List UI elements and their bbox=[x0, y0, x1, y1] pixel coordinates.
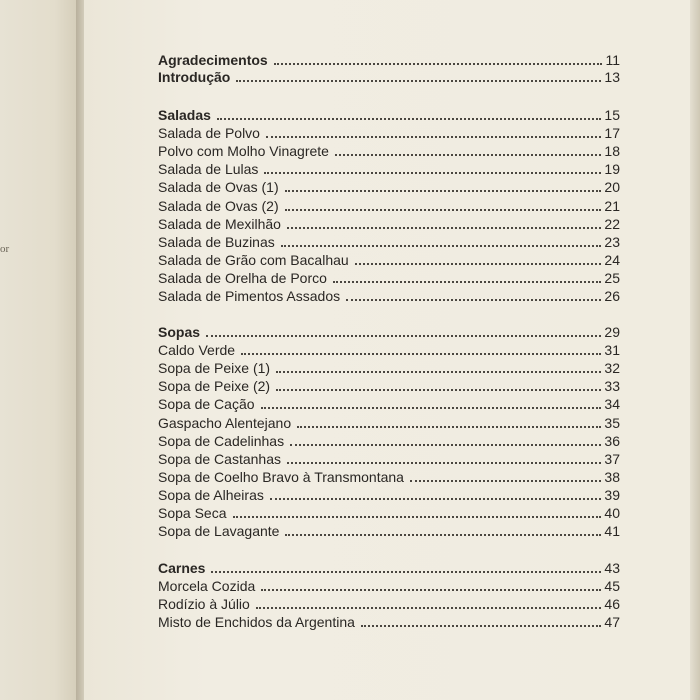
toc-front-label: Agradecimentos bbox=[158, 52, 268, 68]
toc-entry-label: Salada de Ovas (1) bbox=[158, 179, 279, 196]
toc-entry bbox=[158, 250, 620, 268]
toc-entry-label: Salada de Polvo bbox=[158, 125, 260, 142]
toc-leader-dots bbox=[290, 443, 601, 446]
toc-entry bbox=[158, 358, 620, 376]
toc-page-number: 41 bbox=[604, 523, 620, 540]
toc-entry-label: Salada de Lulas bbox=[158, 161, 259, 178]
toc-page-number: 11 bbox=[605, 52, 620, 68]
left-page bbox=[0, 0, 78, 700]
toc-entry bbox=[158, 485, 620, 503]
toc-leader-dots bbox=[361, 624, 602, 627]
toc-leader-dots bbox=[285, 533, 601, 536]
toc-entry bbox=[158, 376, 620, 394]
toc-entry-label: Salada de Ovas (2) bbox=[158, 197, 279, 214]
toc-page-number: 17 bbox=[604, 125, 620, 142]
toc-entry-label: Sopa de Lavagante bbox=[158, 523, 280, 540]
toc-entry bbox=[158, 612, 620, 630]
toc-entry-label: Misto de Enchidos da Argentina bbox=[158, 614, 355, 631]
toc-entry bbox=[158, 123, 620, 141]
toc-leader-dots bbox=[266, 135, 601, 138]
toc-leader-dots bbox=[270, 497, 602, 500]
toc-page-number: 22 bbox=[604, 215, 620, 232]
toc-leader-dots bbox=[276, 370, 601, 373]
toc-page-number: 19 bbox=[604, 161, 620, 178]
toc-entry bbox=[158, 449, 620, 467]
toc-entry-label: Polvo com Molho Vinagrete bbox=[158, 143, 329, 160]
toc-leader-dots bbox=[261, 588, 601, 591]
toc-page-number: 36 bbox=[604, 432, 620, 449]
toc-leader-dots bbox=[211, 570, 601, 573]
toc-entry-label: Salada de Pimentos Assados bbox=[158, 288, 341, 304]
toc-page-number: 13 bbox=[604, 69, 620, 85]
toc-leader-dots bbox=[335, 153, 601, 156]
toc-leader-dots bbox=[287, 226, 601, 229]
toc-entry-label: Caldo Verde bbox=[158, 342, 236, 359]
toc-leader-dots bbox=[274, 62, 603, 65]
toc-entry bbox=[158, 576, 620, 594]
toc-entry-label: Sopa de Cadelinhas bbox=[158, 432, 285, 449]
toc-front-label: Introdução bbox=[158, 69, 231, 85]
toc-section-heading bbox=[158, 558, 620, 576]
toc-section-title: Carnes bbox=[158, 560, 206, 576]
toc-section-title: Sopas bbox=[158, 324, 201, 340]
toc-entry bbox=[158, 340, 620, 358]
toc-leader-dots bbox=[206, 334, 601, 337]
toc-section-title: Saladas bbox=[158, 107, 211, 123]
toc-leader-dots bbox=[410, 479, 601, 482]
toc-leader-dots bbox=[355, 262, 602, 265]
toc-entry bbox=[158, 141, 620, 159]
toc-row bbox=[158, 50, 620, 68]
toc-page-number: 37 bbox=[604, 450, 620, 467]
toc-entry bbox=[158, 196, 620, 214]
toc-section-heading bbox=[158, 105, 620, 123]
toc-leader-dots bbox=[217, 117, 601, 120]
toc-entry-label: Gaspacho Alentejano bbox=[158, 414, 292, 431]
toc-page-number: 24 bbox=[604, 251, 620, 268]
toc-page-number: 25 bbox=[604, 269, 620, 286]
toc-leader-dots bbox=[233, 515, 602, 518]
toc-entry bbox=[158, 214, 620, 232]
toc-entry-label: Sopa de Peixe (2) bbox=[158, 378, 271, 395]
toc-section-heading bbox=[158, 322, 620, 340]
toc-leader-dots bbox=[241, 352, 601, 355]
toc-row bbox=[158, 67, 620, 85]
toc-page-number: 38 bbox=[604, 468, 620, 485]
toc-page-number: 21 bbox=[604, 197, 620, 214]
toc-leader-dots bbox=[285, 189, 602, 192]
toc-leader-dots bbox=[261, 406, 602, 409]
toc-page-number: 43 bbox=[604, 560, 620, 576]
page-edge bbox=[690, 0, 700, 700]
toc-entry bbox=[158, 467, 620, 485]
toc-page-number: 32 bbox=[604, 360, 620, 377]
toc-entry bbox=[158, 177, 620, 195]
toc-leader-dots bbox=[297, 425, 601, 428]
toc-page-number: 18 bbox=[604, 143, 620, 160]
toc-page-number: 31 bbox=[604, 342, 620, 359]
toc-page-number: 35 bbox=[604, 414, 620, 431]
toc-leader-dots bbox=[276, 388, 601, 391]
toc-entry bbox=[158, 394, 620, 412]
toc-entry-label: Rodízio à Júlio bbox=[158, 596, 250, 613]
toc-entry bbox=[158, 594, 620, 612]
toc-page-number: 33 bbox=[604, 378, 620, 395]
toc-entry-label: Salada de Buzinas bbox=[158, 233, 275, 250]
toc-entry-label: Sopa de Cação bbox=[158, 396, 255, 413]
toc-entry-label: Salada de Orelha de Porco bbox=[158, 269, 327, 286]
toc-entry-label: Sopa de Alheiras bbox=[158, 486, 264, 503]
toc-entry bbox=[158, 286, 620, 304]
toc-leader-dots bbox=[256, 606, 602, 609]
toc-entry bbox=[158, 431, 620, 449]
toc-leader-dots bbox=[346, 298, 601, 301]
toc-leader-dots bbox=[287, 461, 601, 464]
toc-leader-dots bbox=[236, 79, 601, 82]
toc-leader-dots bbox=[333, 280, 602, 283]
toc-page-number: 34 bbox=[604, 396, 620, 413]
toc-page-number: 23 bbox=[604, 233, 620, 250]
toc-entry-label: Morcela Cozida bbox=[158, 578, 256, 595]
toc-page-number: 46 bbox=[604, 596, 620, 613]
toc-page-number: 45 bbox=[604, 578, 620, 595]
toc-page-number: 39 bbox=[604, 486, 620, 503]
toc-page-number: 47 bbox=[604, 614, 620, 631]
toc-page-number: 29 bbox=[604, 324, 620, 340]
toc-page-number: 20 bbox=[604, 179, 620, 196]
toc-entry-label: Salada de Grão com Bacalhau bbox=[158, 251, 349, 268]
left-page-text-fragment: or bbox=[0, 243, 10, 255]
toc-entry-label: Sopa de Peixe (1) bbox=[158, 360, 271, 377]
toc-leader-dots bbox=[264, 171, 601, 174]
toc-entry bbox=[158, 268, 620, 286]
toc-entry bbox=[158, 413, 620, 431]
toc-entry bbox=[158, 232, 620, 250]
toc-page-number: 26 bbox=[604, 288, 620, 304]
toc-entry-label: Sopa Seca bbox=[158, 505, 227, 521]
toc-entry-label: Sopa de Coelho Bravo à Transmontana bbox=[158, 468, 404, 485]
toc-entry bbox=[158, 159, 620, 177]
toc-entry bbox=[158, 521, 620, 539]
toc-leader-dots bbox=[281, 244, 602, 247]
toc-entry bbox=[158, 503, 620, 521]
toc-page-number: 40 bbox=[604, 505, 620, 521]
toc-entry-label: Sopa de Castanhas bbox=[158, 450, 281, 467]
toc-entry-label: Salada de Mexilhão bbox=[158, 215, 281, 232]
toc-leader-dots bbox=[285, 208, 602, 211]
toc-page-number: 15 bbox=[604, 107, 620, 123]
